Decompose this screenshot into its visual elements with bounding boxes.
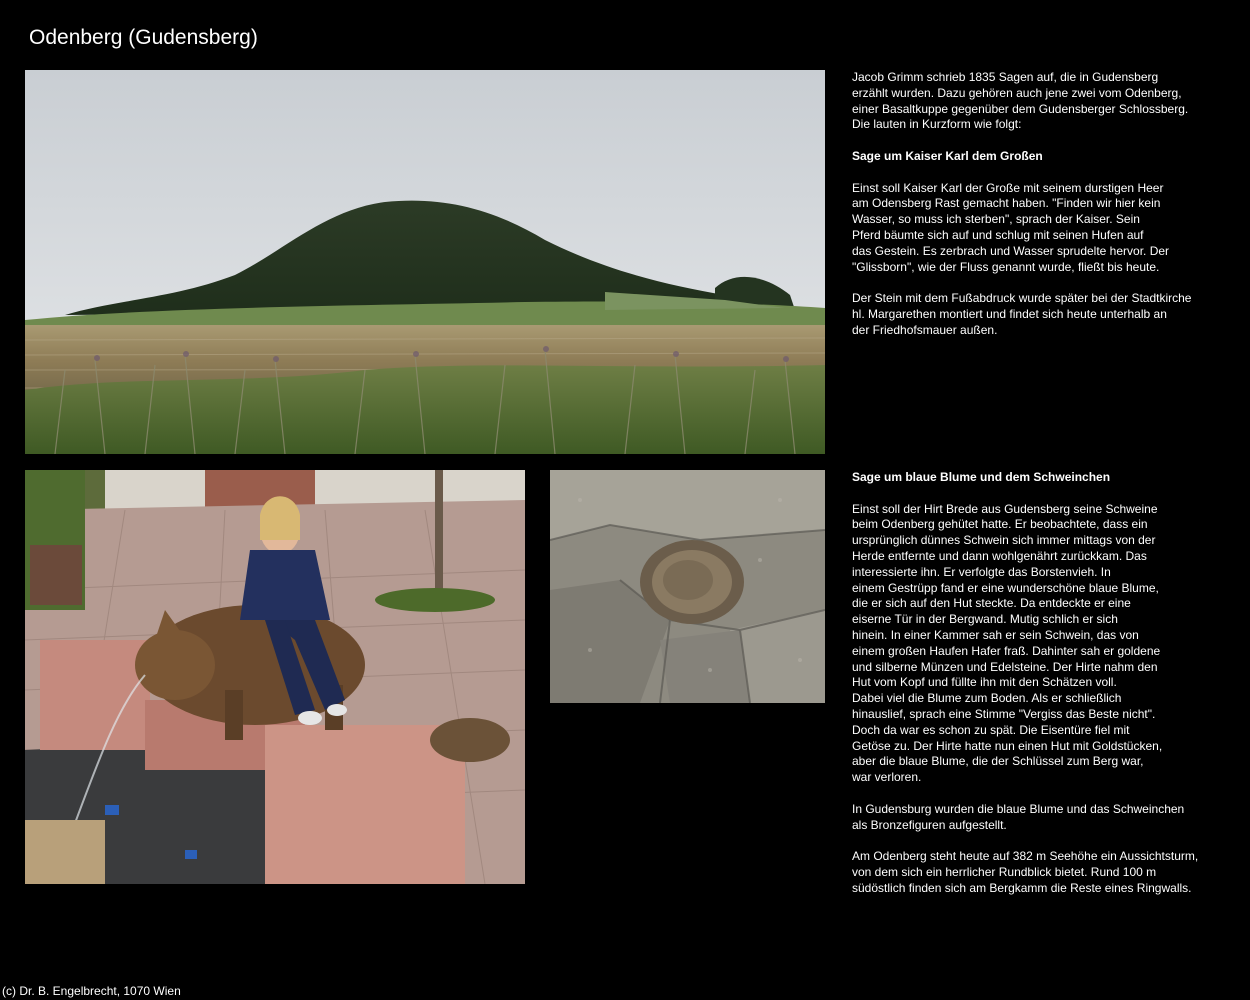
copyright-notice: (c) Dr. B. Engelbrecht, 1070 Wien: [2, 984, 181, 998]
footprint-stone-photo: [550, 470, 825, 703]
legend1-paragraph: Einst soll Kaiser Karl der Große mit seinem durstigen Heer am Odensberg Rast gemacht haben. "Finden wir hier kein Wasser, so muss ich sterben", sprach der Kaiser. Sein Pferd bäumte sich auf und schlug mit seinen Hufen auf das Gestein. Es zerbrach und Wasser sprudelte hervor. Der "Glissborn", wie der Fluss genannt wurde, fließt bis heute.: [852, 180, 1170, 274]
legend1-heading: Sage um Kaiser Karl dem Großen: [852, 148, 1043, 163]
legend-kaiser-karl: [852, 70, 1222, 354]
legend2-paragraph: Einst soll der Hirt Brede aus Gudensberg seine Schweine beim Odenberg gehütet hatte. Er beobachtete, dass ein ursprünglich dünnes Schwein sich immer mittags von der Herde entfernte und dann wohlgenährt zurückkam. Das interessierte ihn. Er verfolgte das Borstenvieh. In einem Gestrüpp fand er eine wunderschöne blaue Blume, die er sich auf den Hut steckte. Da entdeckte er eine eiserne Tür in der Bergwand. Mutig schlich er sich hinein. In einer Kammer sah er sein Schwein, das von einem großen Haufen Hafer fraß. Dahinter sah er goldene und silberne Münzen und Edelsteine. Der Hirte nahm den Hut vom Kopf und füllte ihn mit den Schätzen voll. Dabei viel die Blume zum Boden. Als er schließlich hinauslief, sprach eine Stimme "Vergiss das Beste nicht". Doch da war es schon zu spät. Die Eisentüre fiel mit Getöse zu. Der Hirte hatte nun einen Hut mit Goldstücken, aber die blaue Blume, die der Schlüssel zum Berg war, war verloren.: [852, 501, 1163, 785]
legend2-heading: Sage um blaue Blume und dem Schweinchen: [852, 470, 1111, 484]
page-title: Odenberg (Gudensberg): [29, 26, 258, 49]
legend2-paragraph: In Gudensburg wurden die blaue Blume und das Schweinchen als Bronzefiguren aufgestellt.: [852, 801, 1185, 832]
legend2-paragraph: Am Odenberg steht heute auf 382 m Seehöhe ein Aussichtsturm, von dem sich ein herrlicher Rundblick bietet. Rund 100 m südöstlich finden sich am Bergkamm die Reste eines Ringwalls.: [852, 849, 1199, 895]
legend-blue-flower: [852, 470, 1222, 912]
intro-text: Jacob Grimm schrieb 1835 Sagen auf, die in Gudensberg erzählt wurden. Dazu gehören auch jene zwei vom Odenberg, einer Basaltkuppe gegenüber dem Gudensberger Schlossberg. Die lauten in Kurzform wie folgt:: [852, 70, 1189, 132]
odenberg-hill-photo: [25, 70, 825, 454]
legend1-paragraph: Der Stein mit dem Fußabdruck wurde später bei der Stadtkirche hl. Margarethen montiert und findet sich heute unterhalb an der Friedhofsmauer außen.: [852, 291, 1192, 337]
bronze-pig-fountain-photo: [25, 470, 525, 884]
